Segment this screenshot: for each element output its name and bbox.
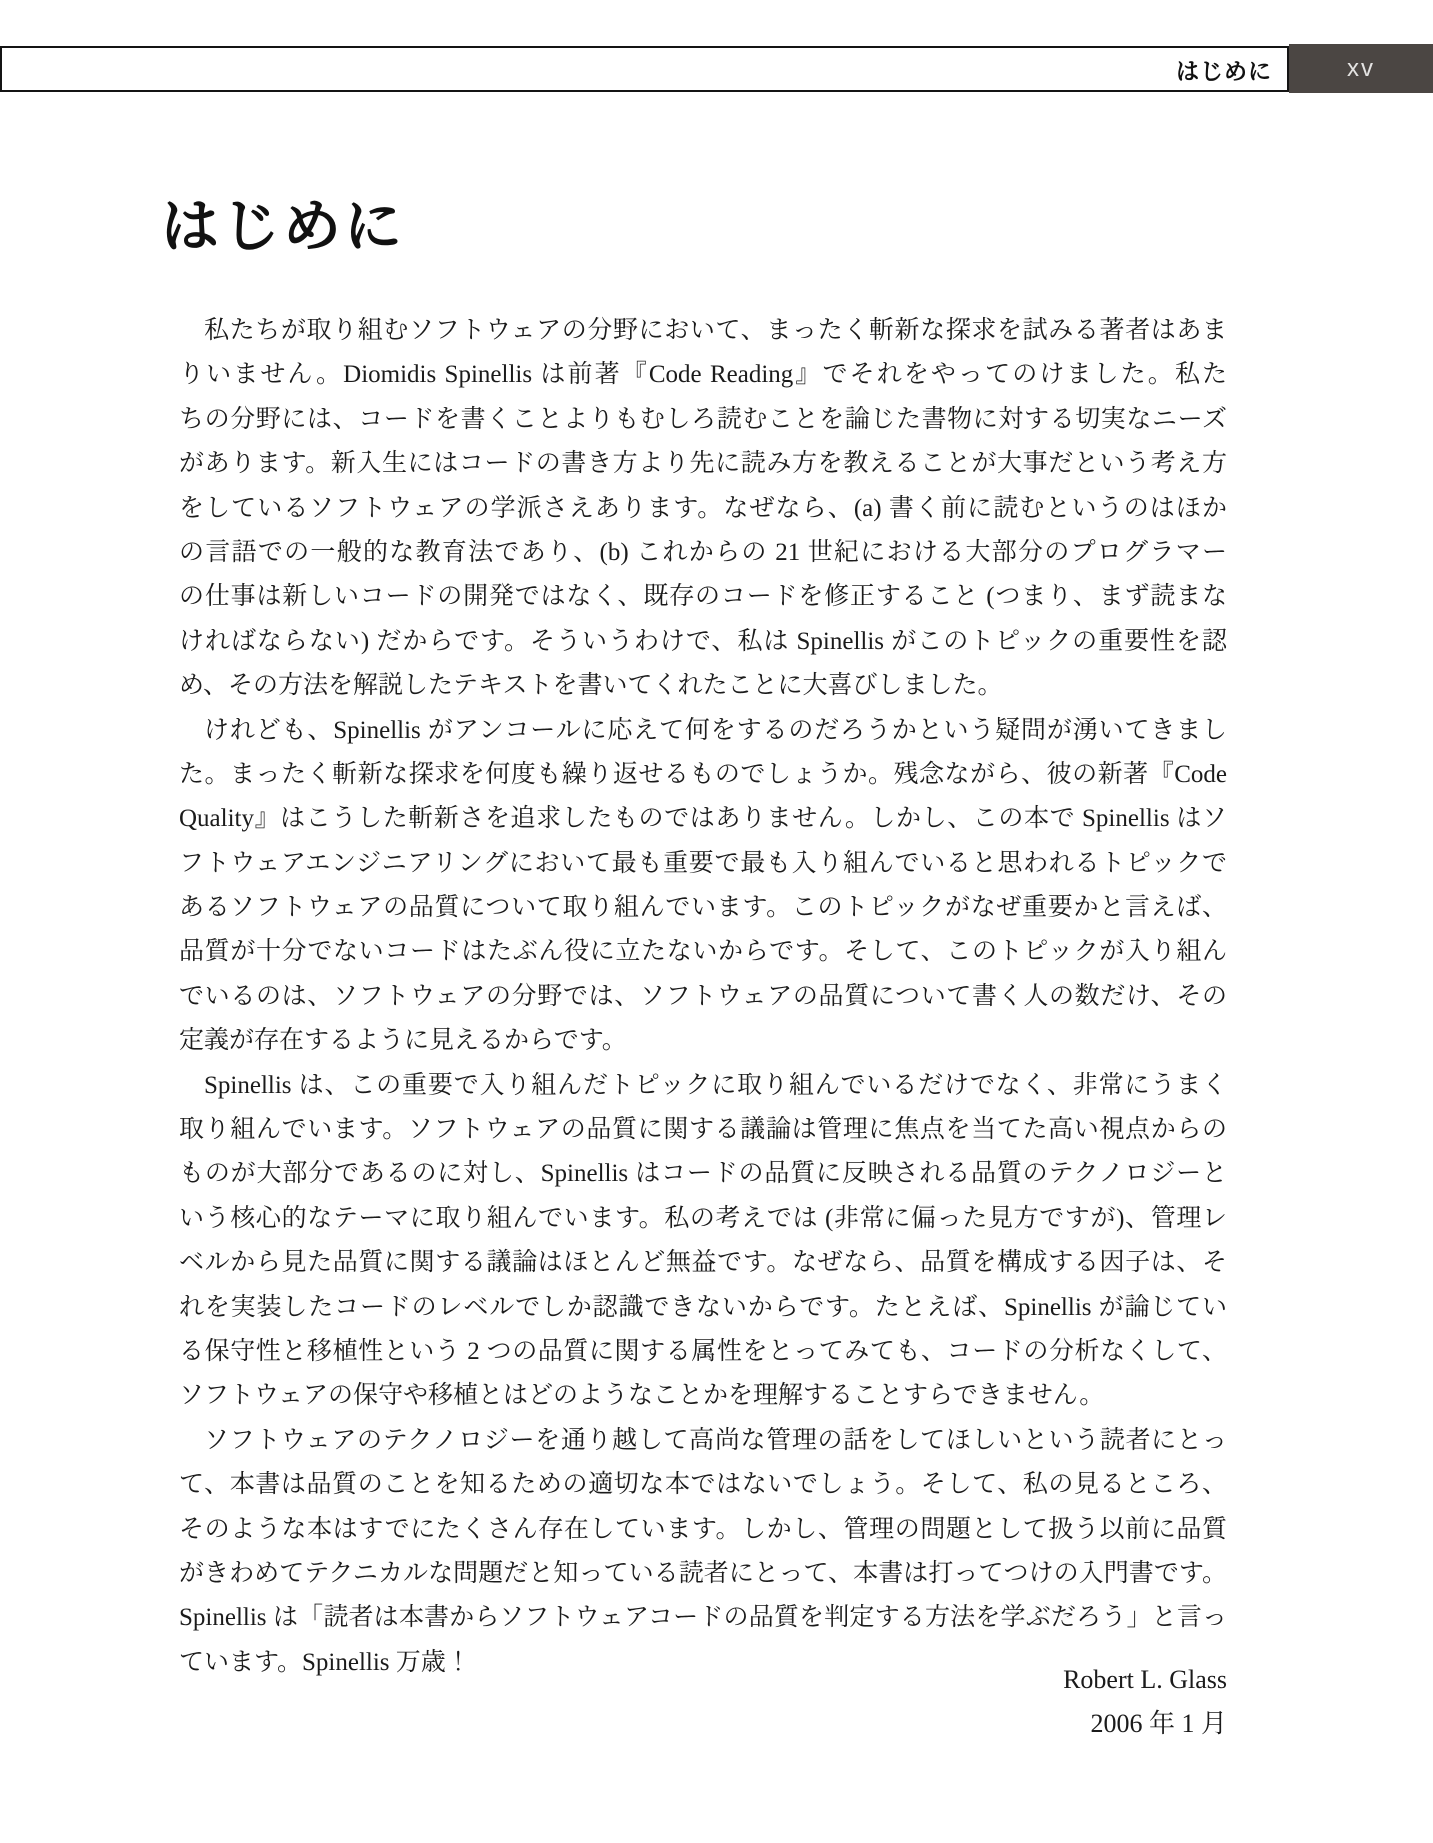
- text-line: そのような本はすでにたくさん存在しています。しかし、管理の問題として扱う以前に品質: [179, 1515, 1227, 1543]
- text-line: りいません。Diomidis Spinellis は前著『Code Reading』でそれをやってのけました。私た: [179, 361, 1227, 389]
- text-line: の仕事は新しいコードの開発ではなく、既存のコードを修正すること (つまり、まず読まな: [179, 583, 1227, 611]
- text-line: Quality』はこうした斬新さを追求したものではありません。しかし、この本で Spinellis はソ: [179, 805, 1227, 833]
- text-line: の言語での一般的な教育法であり、(b) これからの 21 世紀における大部分のプログラマー: [179, 538, 1227, 566]
- text-line: ければならない) だからです。そういうわけで、私は Spinellis がこのトピックの重要性を認: [179, 627, 1227, 655]
- paragraph-2: [179, 709, 1227, 1064]
- text-line: ものが大部分であるのに対し、Spinellis はコードの品質に反映される品質のテクノロジーと: [179, 1160, 1227, 1188]
- text-line: 取り組んでいます。ソフトウェアの品質に関する議論は管理に焦点を当てた高い視点からの: [179, 1116, 1227, 1144]
- paragraph-3: [179, 1064, 1227, 1419]
- text-line: Spinellis は「読者は本書からソフトウェアコードの品質を判定する方法を学ぶだろう」と言っ: [179, 1604, 1228, 1632]
- page-title: はじめに: [161, 194, 406, 259]
- text-line: ています。Spinellis 万歳！: [179, 1648, 471, 1676]
- text-line: ベルから見た品質に関する議論はほとんど無益です。なぜなら、品質を構成する因子は、そ: [179, 1249, 1227, 1277]
- text-line: め、その方法を解説したテキストを書いてくれたことに大喜びしました。: [179, 672, 1003, 700]
- text-line: 品質が十分でないコードはたぶん役に立たないからです。そして、このトピックが入り組ん: [179, 938, 1227, 966]
- paragraph-1: [179, 309, 1227, 709]
- signature-name: Robert L. Glass: [1063, 1665, 1227, 1694]
- text-line: いう核心的なテーマに取り組んでいます。私の考えでは (非常に偏った見方ですが)、管理レ: [179, 1204, 1227, 1232]
- text-line: れを実装したコードのレベルでしか認識できないからです。たとえば、Spinellis が論じてい: [179, 1293, 1227, 1321]
- paragraph-4: [179, 1419, 1227, 1685]
- page-number-box: [1289, 44, 1433, 93]
- text-line: あるソフトウェアの品質について取り組んでいます。このトピックがなぜ重要かと言えば、: [179, 894, 1227, 922]
- text-line: Spinellis は、この重要で入り組んだトピックに取り組んでいるだけでなく、非常にうまく: [204, 1071, 1227, 1099]
- text-line: をしているソフトウェアの学派さえあります。なぜなら、(a) 書く前に読むというのはほか: [179, 494, 1227, 522]
- page-number: xv: [1347, 54, 1375, 82]
- text-line: ソフトウェアのテクノロジーを通り越して高尚な管理の話をしてほしいという読者にとっ: [204, 1426, 1227, 1454]
- text-line: た。まったく斬新な探求を何度も繰り返せるものでしょうか。残念ながら、彼の新著『Code: [179, 760, 1227, 788]
- text-line: がきわめてテクニカルな問題だと知っている読者にとって、本書は打ってつけの入門書です。: [179, 1559, 1227, 1587]
- text-line: 定義が存在するように見えるからです。: [179, 1027, 627, 1055]
- text-line: ソフトウェアの保守や移植とはどのようなことかを理解することすらできません。: [179, 1382, 1105, 1410]
- body-text: [179, 309, 1227, 1685]
- text-line: があります。新入生にはコードの書き方より先に読み方を教えることが大事だという考え方: [179, 450, 1227, 478]
- text-line: 私たちが取り組むソフトウェアの分野において、まったく斬新な探求を試みる著者はあま: [204, 317, 1227, 344]
- running-header-bar: [0, 46, 1289, 92]
- running-header-title: はじめに: [1176, 57, 1272, 84]
- text-line: る保守性と移植性という 2 つの品質に関する属性をとってみても、コードの分析なくして、: [179, 1337, 1227, 1365]
- signature-block: [1063, 1658, 1227, 1746]
- text-line: て、本書は品質のことを知るための適切な本ではないでしょう。そして、私の見るところ、: [179, 1471, 1227, 1499]
- text-line: ちの分野には、コードを書くことよりもむしろ読むことを論じた書物に対する切実なニーズ: [179, 405, 1227, 433]
- text-line: けれども、Spinellis がアンコールに応えて何をするのだろうかという疑問が湧いてきまし: [204, 716, 1227, 744]
- text-line: フトウェアエンジニアリングにおいて最も重要で最も入り組んでいると思われるトピックで: [179, 849, 1227, 877]
- signature-date: 2006 年 1 月: [1090, 1709, 1227, 1738]
- text-line: でいるのは、ソフトウェアの分野では、ソフトウェアの品質について書く人の数だけ、その: [179, 982, 1227, 1010]
